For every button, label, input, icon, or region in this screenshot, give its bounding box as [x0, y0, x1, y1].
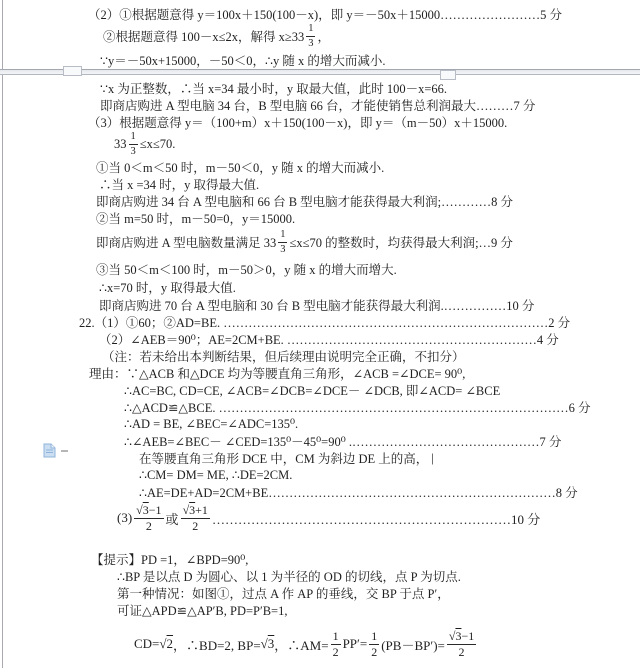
doc-line-congruent-6pts[interactable]: ∴△ACD≌△BCE. …………………………………………………………………………6 分: [124, 401, 591, 415]
doc-line-q22-part1[interactable]: 22.（1）①60；②AD=BE. ……………………………………………………………………2 分: [79, 316, 571, 330]
doc-line-reason2[interactable]: ∴AC=BC, CD=CE, ∠ACB=∠DCB=∠DCE－ ∠DCB, 即∠ACD= ∠BCE: [124, 384, 501, 398]
doc-line-answer2-2[interactable]: ②根据题意得 100－x≤2x，解得 x≥33 $\frac{1}{3}$ ，: [103, 23, 330, 49]
text-boundary-mark-left: [63, 66, 82, 76]
doc-line-case2[interactable]: ②当 m=50 时，m－50=0，y＝15000.: [96, 212, 296, 226]
doc-line-case3-10pts[interactable]: 即商店购进 70 台 A 型电脑和 30 台 B 型电脑才能获得最大利润.……………10 分: [99, 299, 535, 313]
doc-line-case3[interactable]: ③当 50＜m＜100 时，m－50＞0，y 随 x 的增大而增大.: [96, 263, 397, 277]
doc-line-tangent[interactable]: ∴BP 是以点 D 为圆心、以 1 为半径的 OD 的切线，点 P 为切点.: [117, 570, 461, 584]
doc-line-cm-height[interactable]: 在等腰直角三角形 DCE 中，CM 为斜边 DE 上的高， |: [139, 450, 434, 466]
doc-line-q22-note[interactable]: （注：若未给出本判断结果，但后续理由说明完全正确，不扣分）: [102, 350, 465, 364]
doc-line-case1-max[interactable]: ∴当 x =34 时，y 取得最大值.: [99, 178, 260, 192]
page-icon[interactable]: [43, 443, 56, 458]
doc-line-ad-be[interactable]: ∴AD = BE, ∠BEC=∠ADC=135⁰.: [124, 417, 299, 431]
doc-line-answer2-3[interactable]: ∵y＝－50x+15000，－50＜0，∴y 随 x 的增大而减小.: [100, 54, 386, 68]
doc-line-case1-8pts[interactable]: 即商店购进 34 台 A 型电脑和 66 台 B 型电脑才能获得最大利润;…………8 分: [96, 195, 514, 209]
doc-line-answer2-1[interactable]: （2）①根据题意得 y＝100x＋150(100－x)，即 y＝－50x＋15000……………………5 分: [88, 8, 562, 22]
doc-line-case2-9pts[interactable]: 即商店购进 A 型电脑数量满足 33 $\frac{1}{3}$ ≤x≤70 的整数时，均获得最大利润;…9 分: [96, 229, 513, 255]
doc-line-hint[interactable]: 【提示】PD =1，∠BPD=90⁰,: [91, 553, 249, 567]
dropdown-dash-icon[interactable]: [61, 450, 68, 452]
doc-line-q22-part2[interactable]: （2）∠AEB＝90⁰；AE=2CM+BE. ……………………………………………………4 分: [99, 333, 559, 347]
page-break-divider: [0, 69, 640, 75]
doc-line-reason1[interactable]: 理由：∵△ACB 和△DCE 均为等腰直角三角形，∠ACB =∠DCE= 90⁰,: [89, 367, 466, 381]
doc-line-congruent-apd[interactable]: 可证△APD≌△AP′B, PD=P′B=1,: [117, 604, 288, 618]
margin-object-marker[interactable]: [43, 443, 68, 458]
doc-line-profit-7pts[interactable]: 即商店购进 A 型电脑 34 台，B 型电脑 66 台，才能使销售总利润最大………7 分: [100, 99, 536, 113]
page-left-border: [2, 0, 3, 668]
doc-line-final-calc[interactable]: CD= √ 2 ，∴BD=2, BP= √ 3 ，∴AM= $\frac{1}{2}$ PP′= $\frac{1}{2}$ (PB－BP′)= √ 3 −1 2: [134, 628, 475, 659]
doc-line-ae-8pts[interactable]: ∴AE=DE+AD=2CM+BE……………………………………………………………8 分: [139, 486, 578, 500]
doc-line-answer3-eq[interactable]: （3）根据题意得 y＝（100+m）x＋150(100－x)，即 y＝（m－50）x＋15000.: [88, 116, 508, 130]
doc-line-part3-10pts[interactable]: (3) √ 3 −1 2 或 √ 3 +1 2 ……………………………………………………………10 分: [117, 502, 541, 533]
doc-line-case-one[interactable]: 第一种情况：如图①，过点 A 作 AP 的垂线，交 BP 于点 P′，: [117, 587, 450, 601]
doc-line-aeb-7pts[interactable]: ∴∠AEB=∠BEC－ ∠CED=135⁰－45⁰=90⁰ .………………………………………7 分: [124, 435, 562, 449]
doc-line-cm-dm-me[interactable]: ∴CM= DM= ME, ∴DE=2CM.: [139, 468, 293, 482]
doc-line-case3-max[interactable]: ∴x=70 时，y 取得最大值.: [99, 281, 236, 295]
doc-line-positive-integer[interactable]: ∵x 为正整数，∴当 x=34 最小时，y 取最大值，此时 100－x=66.: [100, 82, 448, 96]
doc-line-case1[interactable]: ①当 0＜m＜50 时，m－50＜0，y 随 x 的增大而减小.: [96, 161, 385, 175]
doc-line-range[interactable]: 33 $\frac{1}{3}$ ≤x≤70.: [114, 131, 176, 157]
